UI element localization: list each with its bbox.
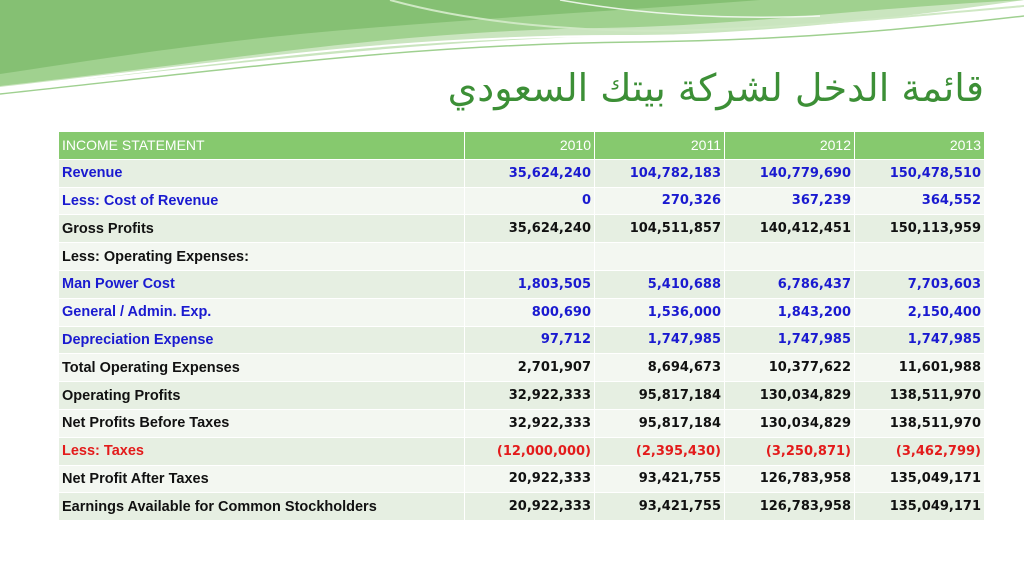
- row-value-2010: 2,701,907: [465, 354, 595, 382]
- row-value-2012: 130,034,829: [725, 409, 855, 437]
- row-value-2013: 7,703,603: [855, 270, 985, 298]
- row-value-2011: 95,817,184: [595, 382, 725, 410]
- table-row: [59, 382, 985, 410]
- row-value-2012: (3,250,871): [725, 437, 855, 465]
- row-value-2013: (3,462,799): [855, 437, 985, 465]
- row-value-2012: 6,786,437: [725, 270, 855, 298]
- row-value-2012: 1,843,200: [725, 298, 855, 326]
- row-value-2013: 150,478,510: [855, 159, 985, 187]
- row-value-2011: 93,421,755: [595, 465, 725, 493]
- table-row: [59, 270, 985, 298]
- row-value-2010: 0: [465, 187, 595, 215]
- row-value-2013: 2,150,400: [855, 298, 985, 326]
- header-year-2012: 2012: [725, 132, 855, 160]
- row-label: Less: Operating Expenses:: [59, 243, 465, 271]
- row-label: Operating Profits: [59, 382, 465, 410]
- row-value-2012: 126,783,958: [725, 493, 855, 521]
- table-row: [59, 465, 985, 493]
- row-value-2010: 35,624,240: [465, 159, 595, 187]
- table-row: [59, 326, 985, 354]
- table-row: [59, 409, 985, 437]
- row-value-2013: 364,552: [855, 187, 985, 215]
- row-value-2013: 11,601,988: [855, 354, 985, 382]
- row-label: Total Operating Expenses: [59, 354, 465, 382]
- header-label: INCOME STATEMENT: [59, 132, 465, 160]
- row-value-2011: [595, 243, 725, 271]
- row-value-2011: 5,410,688: [595, 270, 725, 298]
- header-year-2011: 2011: [595, 132, 725, 160]
- table-row: [59, 437, 985, 465]
- row-value-2012: 367,239: [725, 187, 855, 215]
- row-value-2013: 135,049,171: [855, 493, 985, 521]
- table-row: [59, 354, 985, 382]
- row-value-2011: 95,817,184: [595, 409, 725, 437]
- table-row: [59, 215, 985, 243]
- row-label: Net Profits Before Taxes: [59, 409, 465, 437]
- row-value-2010: 32,922,333: [465, 409, 595, 437]
- row-value-2012: 126,783,958: [725, 465, 855, 493]
- table-row: [59, 243, 985, 271]
- row-value-2013: 1,747,985: [855, 326, 985, 354]
- row-value-2013: 150,113,959: [855, 215, 985, 243]
- row-value-2012: [725, 243, 855, 271]
- slide-title: قائمة الدخل لشركة بيتك السعودي: [447, 66, 984, 110]
- row-value-2011: 93,421,755: [595, 493, 725, 521]
- row-value-2010: 35,624,240: [465, 215, 595, 243]
- table-row: [59, 298, 985, 326]
- row-value-2011: 270,326: [595, 187, 725, 215]
- row-value-2010: (12,000,000): [465, 437, 595, 465]
- row-value-2011: 1,747,985: [595, 326, 725, 354]
- table-row: [59, 159, 985, 187]
- row-value-2012: 140,412,451: [725, 215, 855, 243]
- table-row: [59, 493, 985, 521]
- row-label: Less: Cost of Revenue: [59, 187, 465, 215]
- row-value-2010: 800,690: [465, 298, 595, 326]
- row-value-2012: 140,779,690: [725, 159, 855, 187]
- row-value-2012: 10,377,622: [725, 354, 855, 382]
- row-label: Less: Taxes: [59, 437, 465, 465]
- row-value-2011: 104,511,857: [595, 215, 725, 243]
- row-value-2013: 138,511,970: [855, 382, 985, 410]
- row-value-2010: 32,922,333: [465, 382, 595, 410]
- row-value-2012: 130,034,829: [725, 382, 855, 410]
- row-value-2013: [855, 243, 985, 271]
- income-statement-table: [58, 131, 985, 521]
- row-value-2010: [465, 243, 595, 271]
- row-value-2013: 138,511,970: [855, 409, 985, 437]
- row-value-2013: 135,049,171: [855, 465, 985, 493]
- row-value-2010: 97,712: [465, 326, 595, 354]
- row-label: General / Admin. Exp.: [59, 298, 465, 326]
- row-value-2011: (2,395,430): [595, 437, 725, 465]
- row-value-2010: 20,922,333: [465, 493, 595, 521]
- row-label: Revenue: [59, 159, 465, 187]
- row-value-2010: 1,803,505: [465, 270, 595, 298]
- row-label: Man Power Cost: [59, 270, 465, 298]
- table-header-row: [59, 132, 985, 160]
- row-label: Depreciation Expense: [59, 326, 465, 354]
- header-year-2013: 2013: [855, 132, 985, 160]
- row-label: Earnings Available for Common Stockholders: [59, 493, 465, 521]
- table-row: [59, 187, 985, 215]
- row-value-2011: 8,694,673: [595, 354, 725, 382]
- row-value-2011: 1,536,000: [595, 298, 725, 326]
- header-year-2010: 2010: [465, 132, 595, 160]
- row-value-2011: 104,782,183: [595, 159, 725, 187]
- row-value-2010: 20,922,333: [465, 465, 595, 493]
- row-value-2012: 1,747,985: [725, 326, 855, 354]
- row-label: Net Profit After Taxes: [59, 465, 465, 493]
- row-label: Gross Profits: [59, 215, 465, 243]
